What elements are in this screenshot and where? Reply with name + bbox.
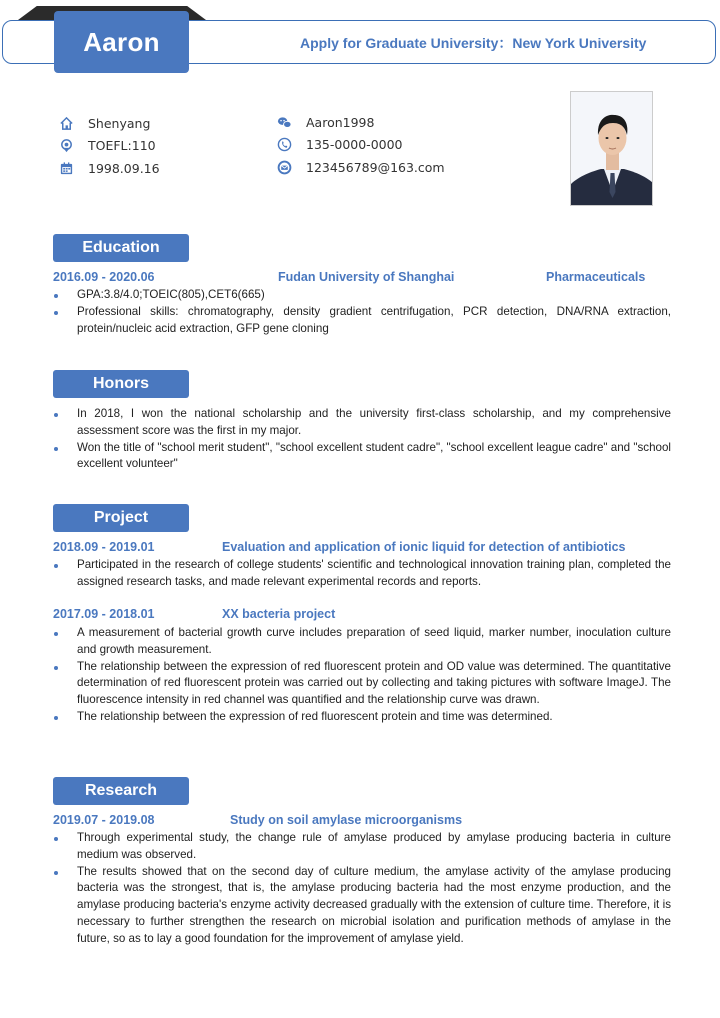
list-item: The results showed that on the second day of culture medium, the amylase activity of the amylase producing bacteria was the strongest, that is, the amylase producing bacteria had the most enzyme production, and the amylase producing bacteria's enzyme activity decreased gradually with the extension of culture time. Therefore, it is necessary to further strengthen the research on microbial isolation and purification methods of amylase in the future, so as to lay a good foundation for the improvement of amylase yield.	[53, 864, 671, 948]
honors-section-label	[53, 370, 189, 398]
education-date: 2016.09 - 2020.06	[53, 270, 155, 284]
honors-bullets	[53, 406, 671, 473]
project-1-date: 2018.09 - 2019.01	[53, 540, 155, 554]
list-item: Participated in the research of college students' scientific and technological innovation training plan, completed the assigned research tasks, and made relevant experimental records and reports.	[53, 557, 671, 591]
info-toefl	[58, 137, 156, 153]
chat-icon	[276, 114, 292, 130]
email-icon	[276, 159, 292, 175]
list-item: Won the title of "school merit student", "school excellent student cadre", "school excellent league cadre" and "school excellent volunteer"	[53, 440, 671, 474]
project-2-date: 2017.09 - 2018.01	[53, 607, 155, 621]
research-bullets	[53, 830, 671, 948]
research-label-text: Research	[84, 782, 158, 799]
home-icon	[58, 115, 74, 131]
list-item: A measurement of bacterial growth curve includes preparation of seed liquid, marker number, inoculation culture and growth measurement.	[53, 625, 671, 659]
email-text: 123456789@163.com	[306, 159, 445, 175]
project-section-label	[53, 504, 189, 532]
education-bullets	[53, 287, 671, 337]
info-wechat	[276, 114, 374, 130]
birth-text: 1998.09.16	[88, 160, 160, 176]
candidate-name: Aaron	[83, 26, 160, 57]
info-phone	[276, 136, 403, 152]
list-item: Professional skills: chromatography, density gradient centrifugation, PCR detection, DNA/RNA extraction, protein/nucleic acid extraction, GFP gene cloning	[53, 304, 671, 338]
list-item: In 2018, I won the national scholarship and the university first-class scholarship, and my comprehensive assessment score was the first in my major.	[53, 406, 671, 440]
research-title: Study on soil amylase microorganisms	[230, 813, 463, 827]
research-section-label	[53, 777, 189, 805]
research-date: 2019.07 - 2019.08	[53, 813, 155, 827]
education-section-label	[53, 234, 189, 262]
profile-photo	[570, 91, 653, 206]
phone-text: 135-0000-0000	[306, 136, 403, 152]
project-2-bullets	[53, 625, 671, 726]
project-1-bullets	[53, 557, 671, 591]
list-item: Through experimental study, the change rule of amylase produced by amylase producing bacteria in culture medium was observed.	[53, 830, 671, 864]
list-item: The relationship between the expression of red fluorescent protein and time was determined.	[53, 709, 671, 726]
toefl-text: TOEFL:110	[88, 137, 156, 153]
phone-icon	[276, 136, 292, 152]
project-2-title: XX bacteria project	[222, 607, 336, 621]
project-1-title: Evaluation and application of ionic liquid for detection of antibiotics	[222, 540, 626, 554]
honors-label-text: Honors	[93, 375, 149, 392]
education-label-text: Education	[82, 239, 160, 256]
list-item: GPA:3.8/4.0;TOEIC(805),CET6(665)	[53, 287, 671, 304]
location-pin-icon	[58, 137, 74, 153]
calendar-icon	[58, 160, 74, 176]
wechat-text: Aaron1998	[306, 114, 375, 130]
education-major: Pharmaceuticals	[546, 270, 646, 284]
city-text: Shenyang	[88, 115, 151, 131]
info-city	[58, 115, 150, 131]
education-school: Fudan University of Shanghai	[278, 270, 455, 284]
name-badge	[54, 11, 189, 73]
info-email	[276, 159, 445, 175]
info-birth	[58, 160, 160, 176]
apply-target: Apply for Graduate University：New York University	[300, 35, 647, 51]
project-label-text: Project	[93, 509, 149, 526]
list-item: The relationship between the expression of red fluorescent protein and OD value was determined. The quantitative determination of red fluorescent protein was carried out by collecting and taking pictures with software ImageJ. The fluorescence intensity in red channel was quantified and the relationship curve was drawn.	[53, 659, 671, 709]
